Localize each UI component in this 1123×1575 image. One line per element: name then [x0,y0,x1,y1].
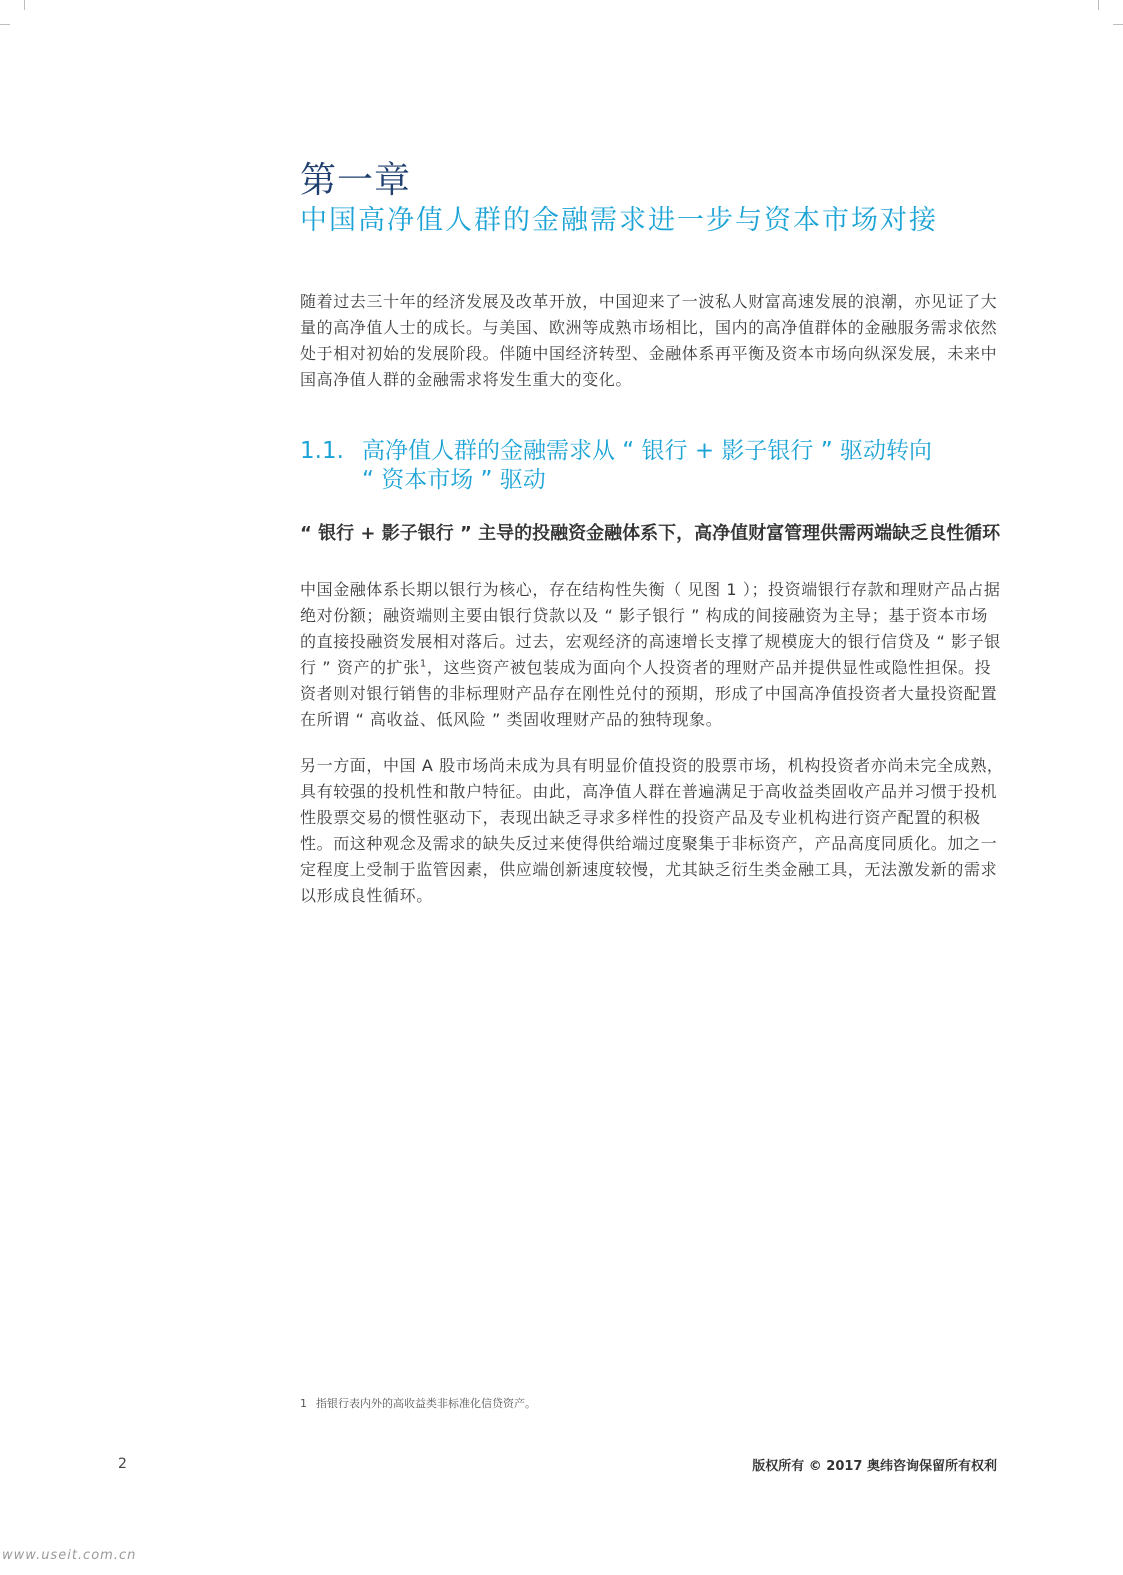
footnote [300,1395,536,1411]
page-number: 2 [118,1456,127,1472]
body-paragraph-1 [300,577,1004,733]
crop-mark-top-left-horizontal [0,24,10,25]
section-title-line2: “ 资本市场 ” 驱动 [362,467,546,493]
intro-paragraph: 随着过去三十年的经济发展及改革开放，中国迎来了一波私人财富高速发展的浪潮，亦见证了大量的高净值人士的成长。与美国、欧洲等成熟市场相比，国内的高净值群体的金融服务需求依然处于相对初始的发展阶段。伴随中国经济转型、金融体系再平衡及资本市场向纵深发展，未来中国高净值人群的金融需求将发生重大的变化。 [300,292,998,389]
footnote-reference[interactable]: 1 [419,658,427,670]
body-paragraph-2: 另一方面，中国 A 股市场尚未成为具有明显价值投资的股票市场，机构投资者亦尚未完全成熟，具有较强的投机性和散户特征。由此，高净值人群在普遍满足于高收益类固收产品并习惯于投机性股票交易的惯性驱动下，表现出缺乏寻求多样性的投资产品及专业机构进行资产配置的积极性。而这种观念及需求的缺失反过来使得供给端过度聚集于非标资产，产品高度同质化。加之一定程度上受制于监管因素，供应端创新速度较慢，尤其缺乏衍生类金融工具，无法激发新的需求以形成良性循环。 [300,756,1004,905]
paragraph1-part1: 中国金融体系长期以银行为核心，存在结构性失衡（ 见图 1 ）；投资端银行存款和理财产品占据绝对份额；融资端则主要由银行贷款以及 “ 影子银行 ” 构成的间接融资为主导；基于资本市场的直接投融资发展相对落后。过去，宏观经济的高速增长支撑了规模庞大的银行信贷及 “ 影子银行 ” 资产的扩张 [300,580,1001,677]
section-heading-line1 [300,437,1040,466]
paragraph1-part2: ，这些资产被包装成为面向个人投资者的理财产品并提供显性或隐性担保。投资者则对银行销售的非标理财产品存在刚性兑付的预期，形成了中国高净值投资者大量投资配置在所谓 “ 高收益、低风险 ” 类固收理财产品的独特现象。 [300,658,998,729]
footnote-number: 1 [300,1397,307,1410]
crop-mark-top-right-horizontal [1113,24,1123,25]
section-heading [300,437,1040,495]
crop-mark-top-right-vertical [1098,0,1099,10]
chapter-title: 第一章 [300,160,412,201]
section-number: 1.1. [300,438,344,464]
copyright-notice: 版权所有 © 2017 奥纬咨询保留所有权利 [752,1459,997,1474]
section-title-line1: 高净值人群的金融需求从 “ 银行 + 影子银行 ” 驱动转向 [362,438,932,464]
footnote-text: 指银行表内外的高收益类非标准化信贷资产。 [316,1397,536,1410]
chapter-subtitle: 中国高净值人群的金融需求进一步与资本市场对接 [300,205,938,236]
crop-mark-top-left-vertical [24,0,25,10]
watermark: www.useit.com.cn [2,1548,137,1563]
subsection-heading: “ 银行 + 影子银行 ” 主导的投融资金融体系下，高净值财富管理供需两端缺乏良性循环 [300,523,1001,544]
